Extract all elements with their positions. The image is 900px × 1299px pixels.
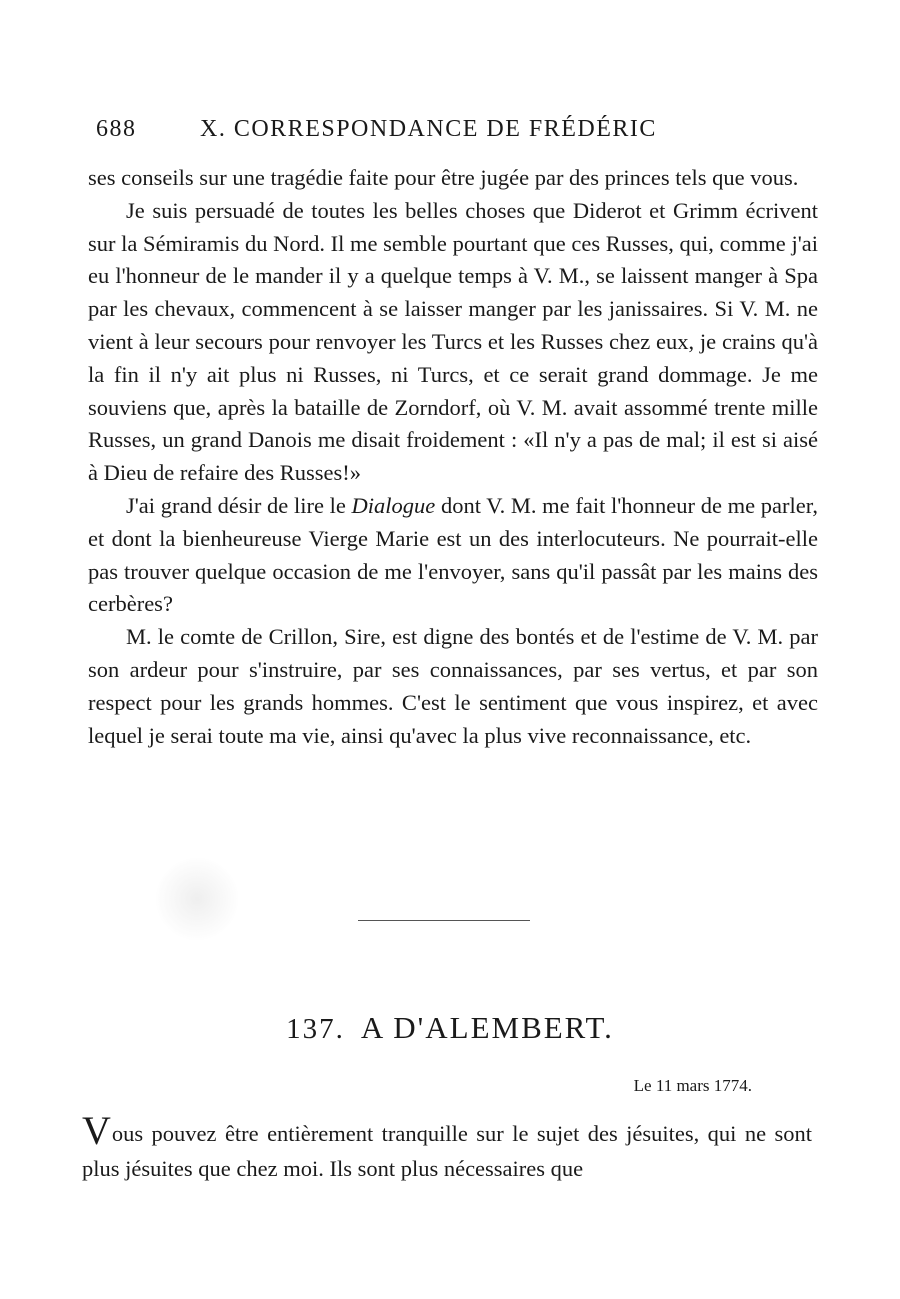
- running-head: [96, 116, 736, 150]
- letter-body: [82, 1108, 812, 1186]
- dialogue-title: Dialogue: [351, 492, 436, 518]
- page-number: 688: [96, 116, 137, 142]
- section-separator: [358, 920, 530, 921]
- letter-date: Le 11 mars 1774.: [633, 1076, 752, 1095]
- letter-heading: [0, 1010, 900, 1046]
- paragraph-semiramis: Je suis persuadé de toutes les belles choses que Diderot et Grimm écrivent sur la Sémiramis du Nord. Il me semble pourtant que ces Russes, qui, comme j'ai eu l'honneur de le mander il y a quelque temps à V. M., se laissent manger à Spa par les chevaux, commencent à se laisser manger par les janissaires. Si V. M. ne vient à leur secours pour renvoyer les Turcs et les Russes chez eux, je crains qu'à la fin il n'y ait plus ni Russes, ni Turcs, et ce serait grand dommage. Je me souviens que, après la bataille de Zorndorf, où V. M. avait assommé trente mille Russes, un grand Danois me disait froidement : «Il n'y a pas de mal; il est si aisé à Dieu de refaire des Russes!»: [88, 197, 818, 486]
- paragraph-crillon: M. le comte de Crillon, Sire, est digne des bontés et de l'estime de V. M. par son ardeur pour s'instruire, par ses connaissances, par ses vertus, et par son respect pour les grands hommes. C'est le sentiment que vous inspirez, et avec lequel je serai toute ma vie, ainsi qu'avec la plus vive reconnaissance, etc.: [88, 624, 818, 748]
- running-title: X. CORRESPONDANCE DE FRÉDÉRIC: [200, 116, 657, 142]
- paper-stain: [156, 858, 238, 940]
- dialogue-text-before: J'ai grand désir de lire le: [126, 492, 352, 518]
- paragraph-dialogue: [88, 490, 818, 621]
- letter-title: A D'ALEMBERT.: [360, 1010, 614, 1045]
- text-block: [88, 162, 818, 752]
- letter-number: 137.: [286, 1013, 345, 1045]
- drop-cap: V: [82, 1108, 111, 1153]
- dialogue-text-after: dont V. M. me fait l'honneur de me parler, et dont la bienheureuse Vierge Marie est un des interlocuteurs. Ne pourrait-elle pas trouver quelque occasion de me l'envoyer, sans qu'il passât par les mains des cerbères?: [88, 492, 818, 617]
- paragraph-continuation: ses conseils sur une tragédie faite pour être jugée par des princes tels que vous.: [88, 165, 799, 190]
- letter-body-text: ous pouvez être entièrement tranquille sur le sujet des jésuites, qui ne sont plus jésuites que chez moi. Ils sont plus nécessaires que: [82, 1121, 812, 1181]
